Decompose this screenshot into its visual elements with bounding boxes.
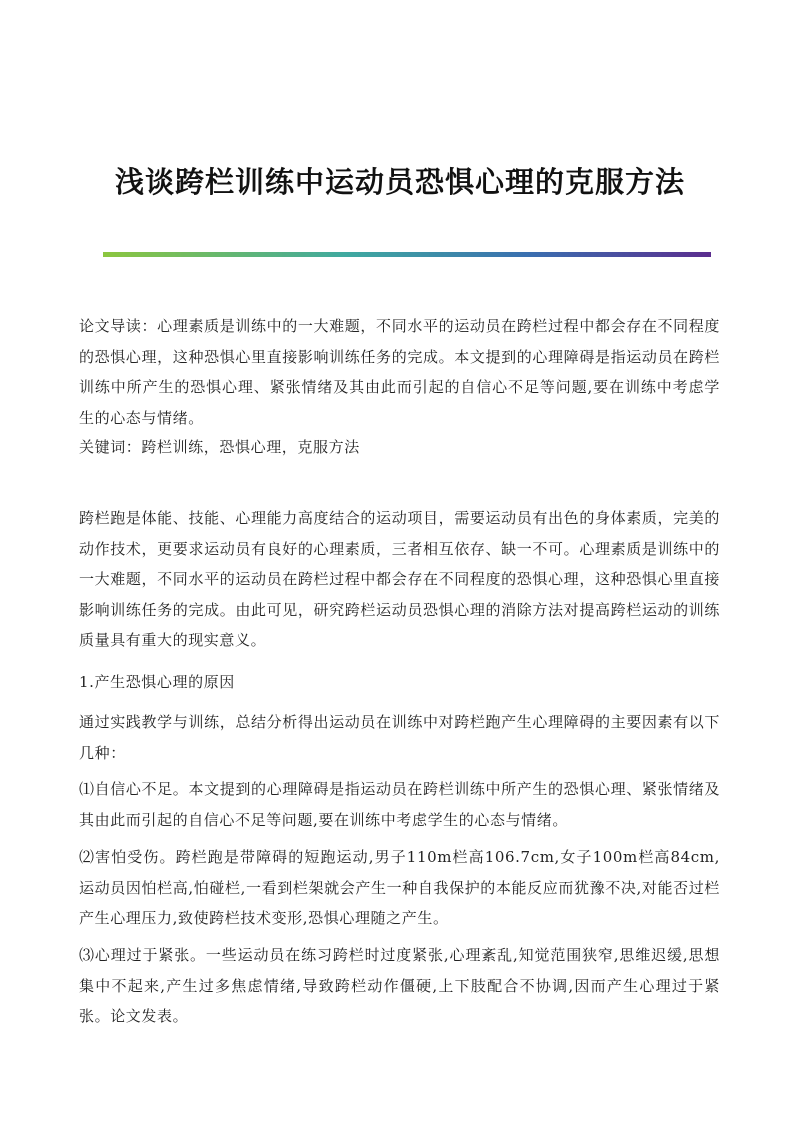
list-item-1	[79, 774, 720, 835]
keywords-section	[79, 432, 720, 463]
paragraph-text: 跨栏跑是体能、技能、心理能力高度结合的运动项目，需要运动员有出色的身体素质，完美的动作技术，更要求运动员有良好的心理素质，三者相互依存、缺一不可。心理素质是训练中的一大难题，不同水平的运动员在跨栏过程中都会存在不同程度的恐惧心理，这种恐惧心里直接影响训练任务的完成。由此可见，研究跨栏运动员恐惧心理的消除方法对提高跨栏运动的训练质量具有重大的现实意义。	[79, 509, 720, 649]
body-paragraph-1	[79, 503, 720, 656]
list-item-2	[79, 842, 720, 934]
abstract-text: 论文导读：心理素质是训练中的一大难题，不同水平的运动员在跨栏过程中都会存在不同程度的恐惧心理，这种恐惧心里直接影响训练任务的完成。本文提到的心理障碍是指运动员在跨栏训练中所产生的恐惧心理、紧张情绪及其由此而引起的自信心不足等问题,要在训练中考虑学生的心态与情绪。	[79, 317, 720, 427]
heading-text: 1.产生恐惧心理的原因	[79, 673, 235, 691]
list-item-3	[79, 940, 720, 1032]
section-heading-1	[79, 667, 720, 698]
title-divider	[103, 252, 711, 257]
abstract-section	[79, 311, 720, 433]
list-item-text: ⑴自信心不足。本文提到的心理障碍是指运动员在跨栏训练中所产生的恐惧心理、紧张情绪及其由此而引起的自信心不足等问题,要在训练中考虑学生的心态与情绪。	[79, 780, 720, 829]
list-item-text: ⑵害怕受伤。跨栏跑是带障碍的短跑运动,男子110m栏高106.7cm,女子100m栏高84cm,运动员因怕栏高,怕碰栏,一看到栏架就会产生一种自我保护的本能反应而犹豫不决,对能否过栏产生心理压力,致使跨栏技术变形,恐惧心理随之产生。	[79, 848, 720, 927]
paragraph-text: 通过实践教学与训练，总结分析得出运动员在训练中对跨栏跑产生心理障碍的主要因素有以下几种：	[79, 713, 720, 762]
list-item-text: ⑶心理过于紧张。一些运动员在练习跨栏时过度紧张,心理紊乱,知觉范围狭窄,思维迟缓,思想集中不起来,产生过多焦虑情绪,导致跨栏动作僵硬,上下肢配合不协调,因而产生心理过于紧张。论文发表。	[79, 946, 720, 1025]
body-paragraph-2	[79, 707, 720, 768]
keywords-text: 关键词：跨栏训练，恐惧心理，克服方法	[79, 438, 360, 456]
page-title: 浅谈跨栏训练中运动员恐惧心理的克服方法	[114, 165, 685, 199]
